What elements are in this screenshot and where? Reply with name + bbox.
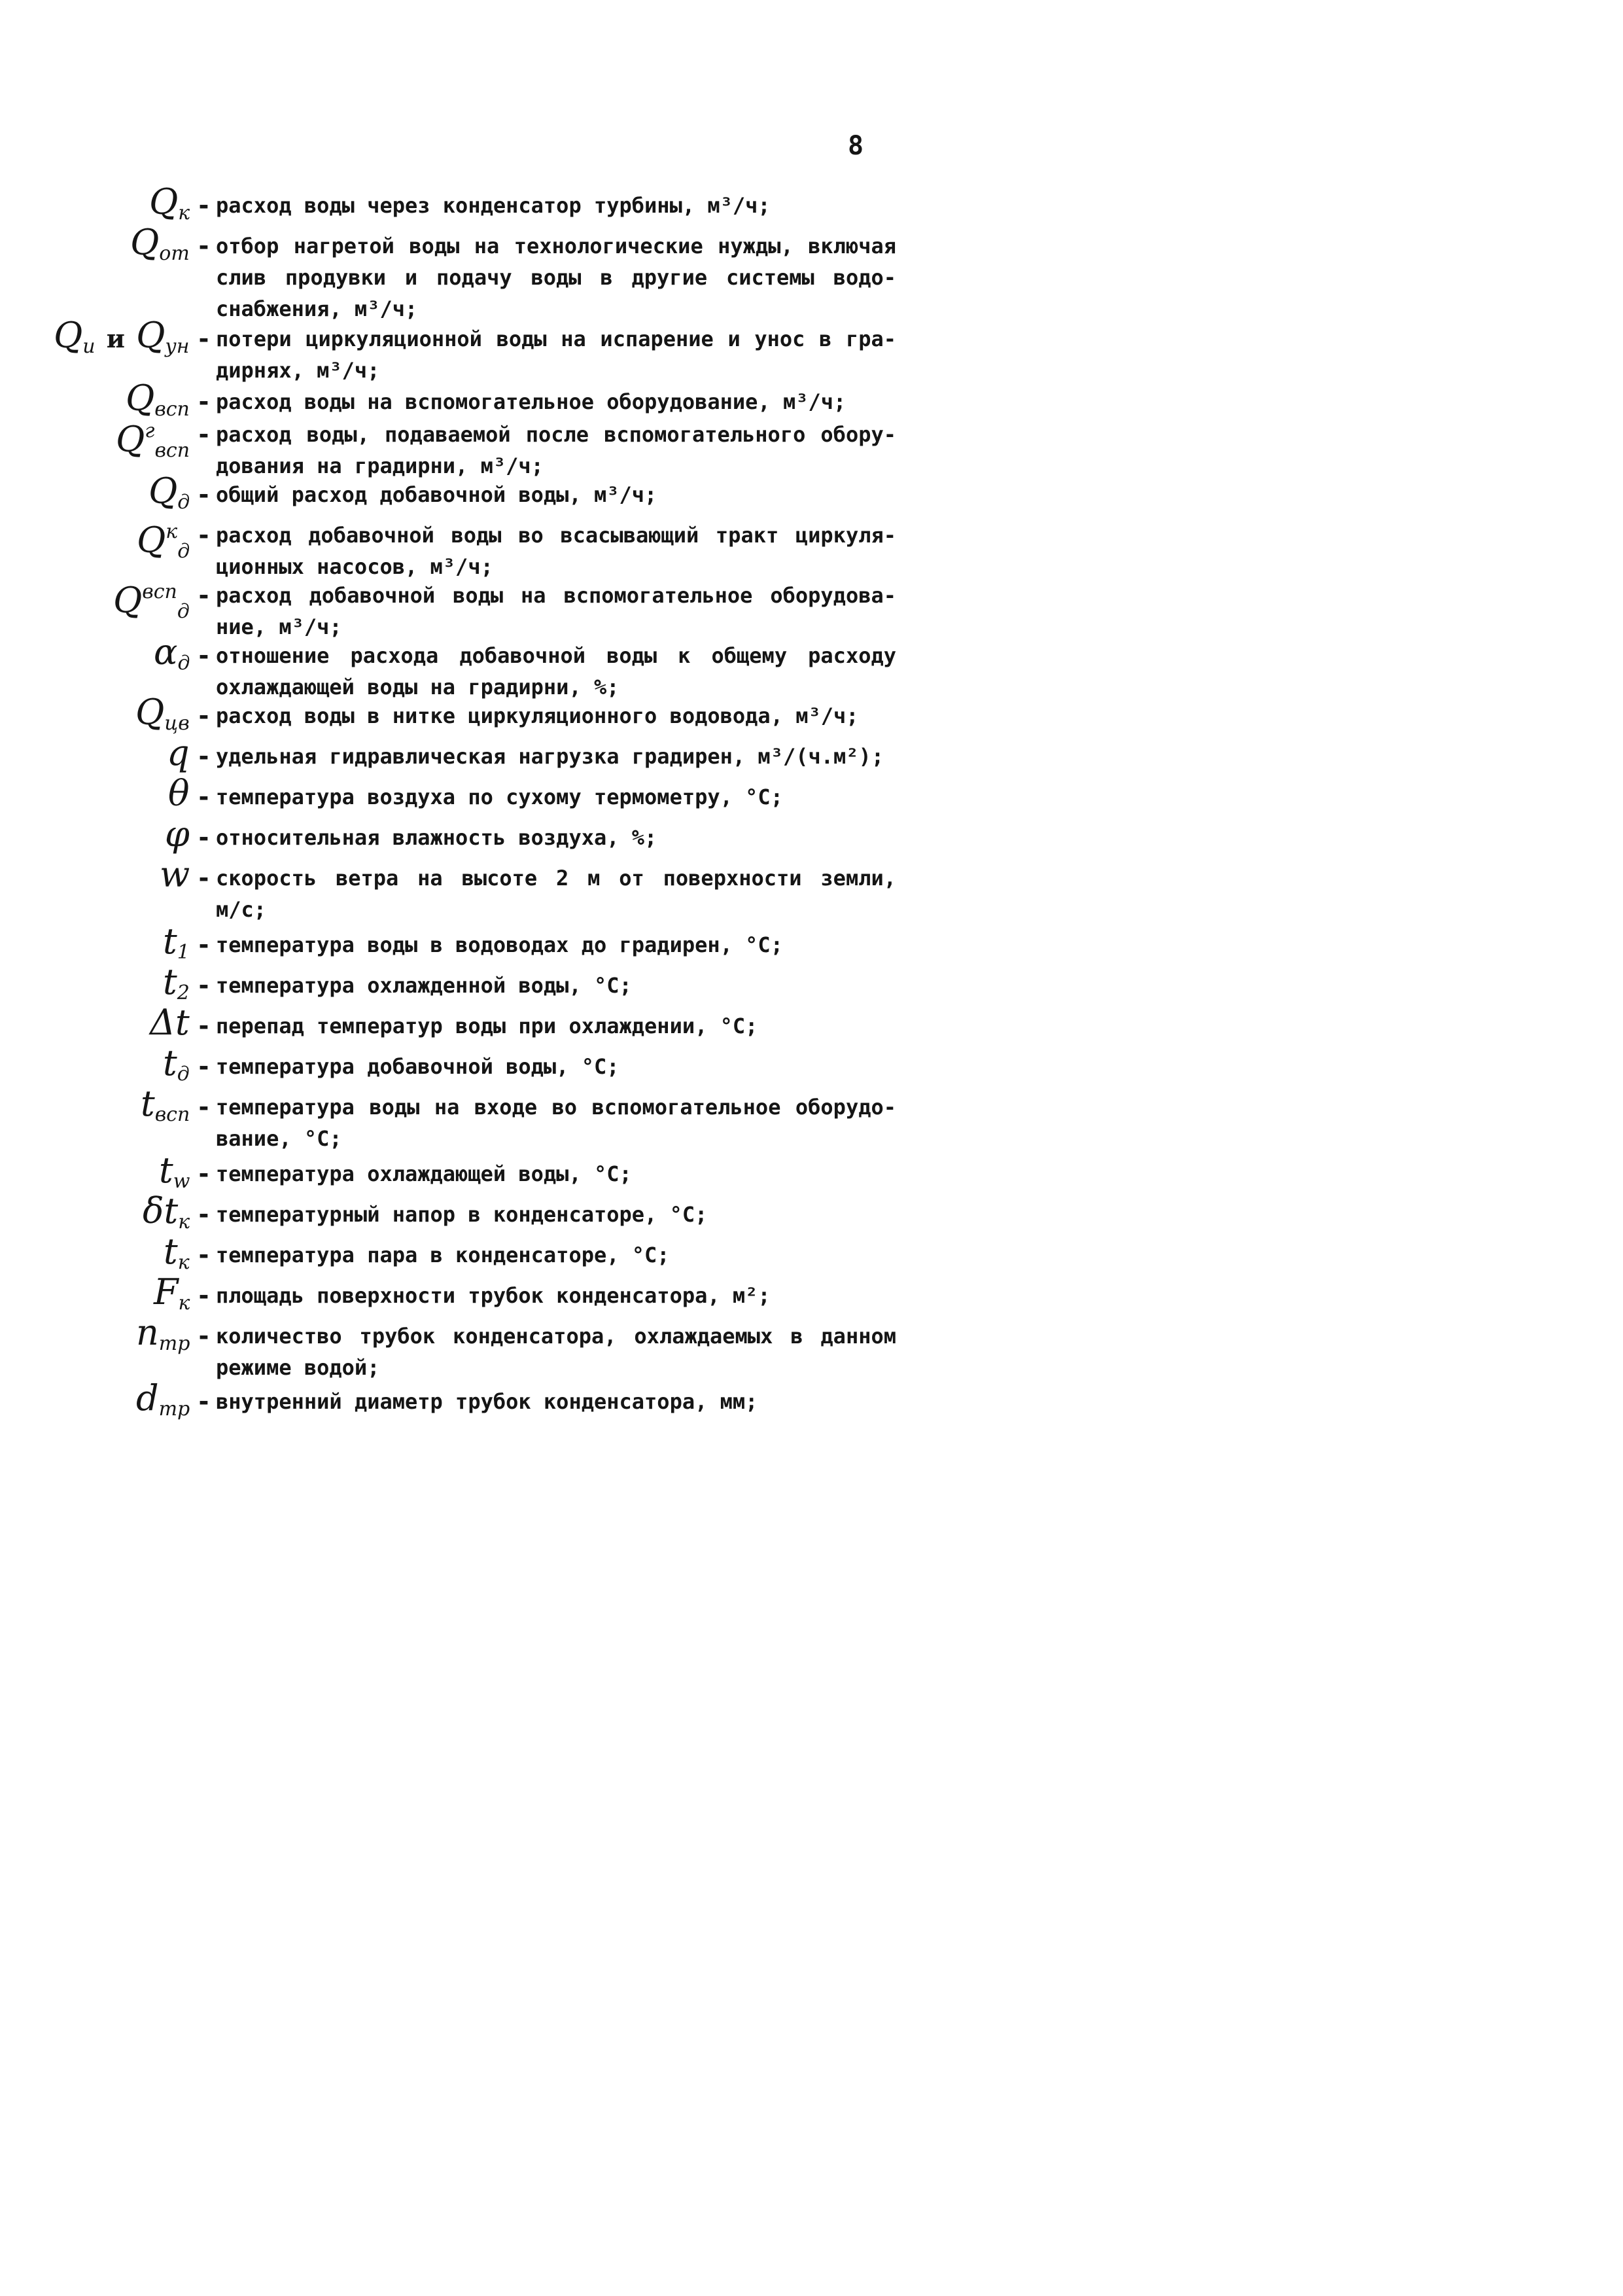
definition-line: дования на градирни, м³/ч; — [216, 453, 544, 478]
definition-symbol: $Q_{всп}$ — [126, 378, 190, 421]
definition-dash: - — [196, 823, 211, 852]
definition-symbol: θ — [168, 773, 190, 814]
definition-text — [216, 419, 896, 482]
definition-text — [216, 970, 896, 1001]
definition-text — [216, 1199, 896, 1230]
definition-text — [216, 323, 896, 386]
definition-symbol: $F_к$ — [154, 1271, 190, 1315]
definition-line: температура охлажденной воды, °С; — [216, 973, 632, 998]
definition-text — [216, 862, 896, 925]
definition-symbol: $t_к$ — [164, 1231, 190, 1274]
definition-symbol: w — [160, 854, 190, 895]
definition-dash: - — [196, 1159, 211, 1188]
definition-dash: - — [196, 864, 211, 892]
definition-line: охлаждающей воды на градирни, %; — [216, 675, 620, 699]
definition-line: снабжения, м³/ч; — [216, 296, 418, 321]
definition-symbol: $\alpha_д$ — [154, 631, 190, 675]
definition-line: расход добавочной воды на вспомогательное оборудова- — [216, 583, 896, 608]
definition-symbol: $d_{тр}$ — [136, 1377, 190, 1421]
definition-line: перепад температур воды при охлаждении, °С; — [216, 1014, 758, 1038]
definition-dash: - — [196, 191, 211, 220]
definition-symbol: $t_д$ — [163, 1042, 190, 1086]
definition-text — [216, 1051, 896, 1082]
definition-line: вание, °С; — [216, 1126, 342, 1151]
definition-symbol: $Q_{цв}$ — [135, 692, 190, 735]
definition-text — [216, 190, 896, 221]
definition-dash: - — [196, 1322, 211, 1351]
definition-symbol: $Q^{всп}_д$ — [113, 580, 190, 623]
definition-line: площадь поверхности трубок конденсатора, м²; — [216, 1283, 771, 1308]
definition-symbol: $Q^к_д$ — [137, 520, 190, 563]
definition-text — [216, 1280, 896, 1311]
definition-text — [216, 700, 896, 732]
definition-dash: - — [196, 1387, 211, 1416]
definition-line: температурный напор в конденсаторе, °С; — [216, 1202, 708, 1227]
definition-line: режиме водой; — [216, 1355, 380, 1380]
definition-line: потери циркуляционной воды на испарение и унос в гра- — [216, 327, 896, 351]
definition-dash: - — [196, 480, 211, 509]
definition-dash: - — [196, 420, 211, 449]
definition-dash: - — [196, 521, 211, 550]
definition-text — [216, 1091, 896, 1154]
definition-line: расход воды на вспомогательное оборудование, м³/ч; — [216, 389, 846, 414]
definition-line: слив продувки и подачу воды в другие системы водо- — [216, 265, 896, 290]
definition-symbol: $Q_д$ — [148, 470, 190, 514]
definition-text — [216, 580, 896, 643]
definition-line: температура пара в конденсаторе, °С; — [216, 1243, 670, 1267]
definition-symbol: $t_{всп}$ — [141, 1083, 190, 1126]
definition-dash: - — [196, 1012, 211, 1040]
definition-dash: - — [196, 701, 211, 730]
definition-text — [216, 479, 896, 510]
definition-line: температура воздуха по сухому термометру, °С; — [216, 785, 783, 809]
definition-line: внутренний диаметр трубок конденсатора, мм; — [216, 1389, 758, 1414]
definition-line: удельная гидравлическая нагрузка градирен, м³/(ч.м²); — [216, 744, 884, 769]
definition-symbol: q — [167, 732, 190, 773]
definition-dash: - — [196, 641, 211, 670]
definition-symbol: $n_{тр}$ — [136, 1312, 190, 1355]
definition-line: скорость ветра на высоте 2 м от поверхности земли, — [216, 866, 896, 891]
definition-symbol: $Q_и$ и $Q_{ун}$ — [54, 315, 190, 358]
definition-text — [216, 386, 896, 417]
definition-dash: - — [196, 930, 211, 959]
definition-symbol: $\delta t_к$ — [143, 1190, 190, 1233]
definition-line: температура воды на входе во вспомогательное оборудо- — [216, 1095, 896, 1120]
definition-symbol: $Q_{от}$ — [130, 222, 190, 265]
definition-text — [216, 781, 896, 813]
definition-dash: - — [196, 1093, 211, 1122]
definition-text — [216, 1158, 896, 1190]
definition-line: ционных насосов, м³/ч; — [216, 554, 493, 579]
definition-symbol: φ — [165, 813, 190, 855]
definition-symbol: Δt — [150, 1002, 190, 1043]
definition-dash: - — [196, 1052, 211, 1081]
definition-line: температура охлаждающей воды, °С; — [216, 1161, 632, 1186]
definition-line: расход добавочной воды во всасывающий тракт циркуля- — [216, 523, 896, 548]
definition-line: расход воды через конденсатор турбины, м³/ч; — [216, 193, 771, 218]
definition-dash: - — [196, 1241, 211, 1269]
definition-line: отбор нагретой воды на технологические нужды, включая — [216, 234, 896, 258]
definition-line: расход воды, подаваемой после вспомогательного обору- — [216, 422, 896, 447]
definition-line: температура добавочной воды, °С; — [216, 1054, 620, 1079]
definition-text — [216, 1386, 896, 1417]
definition-text — [216, 520, 896, 582]
definition-line: общий расход добавочной воды, м³/ч; — [216, 482, 657, 507]
definition-dash: - — [196, 1281, 211, 1310]
definition-text — [216, 1239, 896, 1271]
page-number: 8 — [848, 131, 864, 161]
definition-dash: - — [196, 325, 211, 353]
definition-symbol: $Q_к$ — [149, 181, 190, 224]
definition-symbol: $t_1$ — [163, 921, 190, 964]
definition-dash: - — [196, 581, 211, 610]
definition-line: температура воды в водоводах до градирен, °С; — [216, 932, 783, 957]
definition-dash: - — [196, 1200, 211, 1229]
definition-line: ние, м³/ч; — [216, 614, 342, 639]
definition-line: м/с; — [216, 897, 267, 922]
definition-text — [216, 822, 896, 853]
definition-line: расход воды в нитке циркуляционного водовода, м³/ч; — [216, 703, 859, 728]
definition-dash: - — [196, 971, 211, 1000]
definition-symbol: $Q^г_{всп}$ — [116, 419, 190, 462]
definition-dash: - — [196, 387, 211, 416]
definition-dash: - — [196, 783, 211, 811]
definition-text — [216, 1010, 896, 1042]
definition-line: дирнях, м³/ч; — [216, 358, 380, 383]
definition-line: количество трубок конденсатора, охлаждаемых в данном — [216, 1324, 896, 1349]
definition-dash: - — [196, 232, 211, 260]
definition-dash: - — [196, 742, 211, 771]
definition-text — [216, 640, 896, 703]
definition-line: относительная влажность воздуха, %; — [216, 825, 657, 850]
definition-text — [216, 929, 896, 961]
definition-symbol: $t_2$ — [163, 961, 190, 1004]
definition-line: отношение расхода добавочной воды к общему расходу — [216, 643, 896, 668]
definition-text — [216, 741, 896, 772]
definition-text — [216, 230, 896, 325]
definition-symbol: $t_w$ — [159, 1150, 190, 1193]
definition-text — [216, 1320, 896, 1383]
